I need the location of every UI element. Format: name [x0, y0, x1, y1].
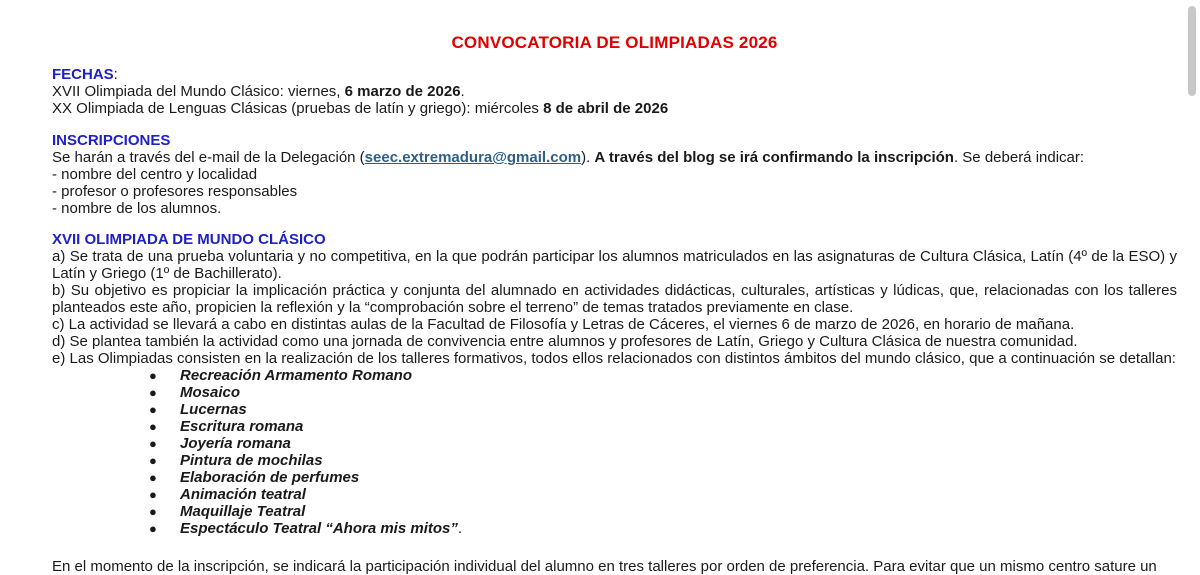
bullet-icon: ●: [149, 436, 157, 451]
list-item: - nombre del centro y localidad: [52, 166, 258, 183]
list-item: - nombre de los alumnos.: [52, 200, 222, 217]
fechas-section: FECHAS: XVII Olimpiada del Mundo Clásico: viernes, 6 marzo de 2026. XX Olimpiada de Lenguas Clásicas (pruebas de latín y griego): miércoles 8 de abril de 2026: [52, 66, 1177, 117]
bullet-icon: ●: [149, 419, 157, 434]
paragraph-a: a) Se trata de una prueba voluntaria y no competitiva, en la que podrán participar los alumnos matriculados en las asignaturas de Cultura Clásica, Latín (4º de la ESO) y Latín y Griego (1º de Bachillerato).: [52, 248, 1177, 282]
fechas-date-2: 8 de abril de 2026: [543, 100, 669, 117]
bullet-icon: ●: [149, 402, 157, 417]
inscripciones-intro: Se harán a través del e-mail de la Delegación (seec.extremadura@gmail.com). A través del blog se irá confirmando la inscripción. Se deberá indicar:: [52, 149, 1085, 166]
mundo-clasico-section: [52, 231, 1177, 537]
workshop-item: ● Lucernas: [149, 401, 247, 418]
paragraph-c: c) La actividad se llevará a cabo en distintas aulas de la Facultad de Filosofía y Letras de Cáceres, el viernes 6 de marzo de 2026, en horario de mañana.: [52, 316, 1075, 333]
fechas-date-1: 6 marzo de 2026: [344, 83, 461, 100]
workshop-item: ● Escritura romana: [149, 418, 304, 435]
workshop-list: [52, 367, 1177, 537]
bullet-icon: ●: [149, 385, 157, 400]
bullet-icon: ●: [149, 453, 157, 468]
bullet-icon: ●: [149, 487, 157, 502]
workshop-item: ● Espectáculo Teatral “Ahora mis mitos”.: [149, 520, 463, 537]
paragraph-e: e) Las Olimpiadas consisten en la realización de los talleres formativos, todos ellos relacionados con distintos ámbitos del mundo clásico, que a continuación se detallan:: [52, 350, 1176, 367]
inscripciones-section: [52, 132, 1177, 217]
cutoff-paragraph: En el momento de la inscripción, se indicará la participación individual del alumno en tres talleres por orden de preferencia. Para evitar que un mismo centro sature un: [52, 558, 1157, 575]
mundo-clasico-heading: XVII OLIMPIADA DE MUNDO CLÁSICO: [52, 231, 326, 248]
email-link[interactable]: seec.extremadura@gmail.com: [364, 149, 582, 166]
workshop-item: ● Joyería romana: [149, 435, 291, 452]
workshop-item: ● Elaboración de perfumes: [149, 469, 360, 486]
workshop-item: ● Recreación Armamento Romano: [149, 367, 413, 384]
paragraph-d: d) Se plantea también la actividad como una jornada de convivencia entre alumnos y profesores de Latín, Griego y Cultura Clásica de nuestra comunidad.: [52, 333, 1078, 350]
inscripciones-heading: INSCRIPCIONES: [52, 132, 171, 149]
fechas-heading: FECHAS: [52, 66, 114, 83]
workshop-item: ● Animación teatral: [149, 486, 306, 503]
workshop-item: ● Maquillaje Teatral: [149, 503, 306, 520]
page-title: CONVOCATORIA DE OLIMPIADAS 2026: [451, 33, 778, 52]
bullet-icon: ●: [149, 368, 157, 383]
scrollbar-thumb[interactable]: [1188, 6, 1196, 96]
bullet-icon: ●: [149, 521, 157, 536]
workshop-item: ● Pintura de mochilas: [149, 452, 323, 469]
workshop-item: ● Mosaico: [149, 384, 241, 401]
bullet-icon: ●: [149, 504, 157, 519]
list-item: - profesor o profesores responsables: [52, 183, 298, 200]
fechas-line-1: XVII Olimpiada del Mundo Clásico: viernes, 6 marzo de 2026.: [52, 83, 465, 100]
blog-note: A través del blog se irá confirmando la inscripción: [594, 149, 954, 166]
vertical-scrollbar[interactable]: [1182, 0, 1200, 569]
fechas-line-2: XX Olimpiada de Lenguas Clásicas (pruebas de latín y griego): miércoles 8 de abril de 2026: [52, 100, 669, 117]
paragraph-b: b) Su objetivo es propiciar la implicación práctica y conjunta del alumnado en actividades didácticas, culturales, artísticas y lúdicas, que, relacionadas con los talleres planteados este año, propicien la reflexión y la “comprobación sobre el terreno” de temas tratados previamente en clase.: [52, 282, 1177, 316]
bullet-icon: ●: [149, 470, 157, 485]
